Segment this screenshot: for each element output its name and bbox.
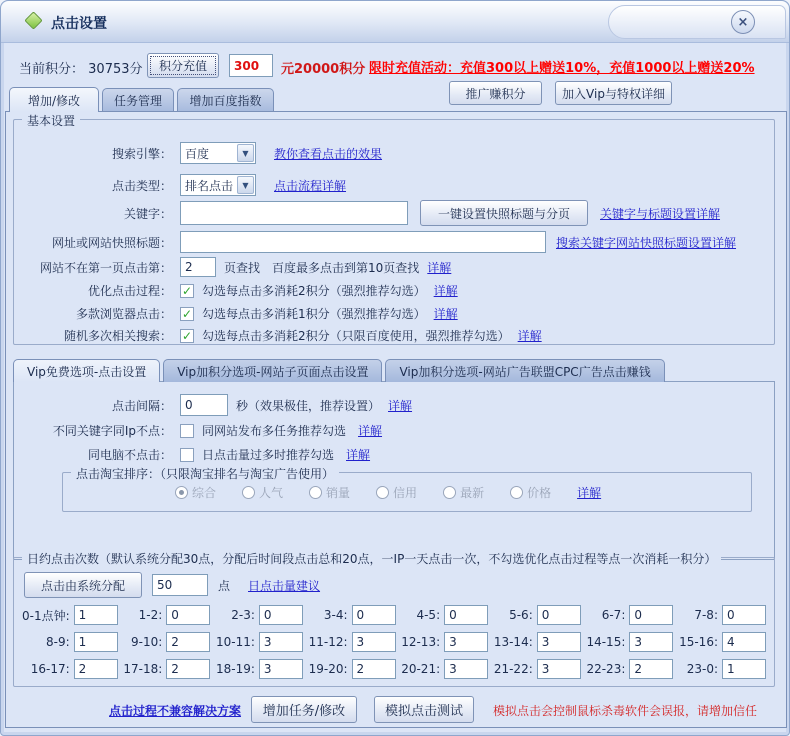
titlebar-swoosh <box>608 5 786 39</box>
time-slot-input[interactable] <box>444 605 488 625</box>
keyword-input[interactable] <box>180 201 408 225</box>
interval-row <box>20 394 768 416</box>
search-engine-value: 百度 <box>185 146 210 161</box>
time-slot-input[interactable] <box>444 659 488 679</box>
window-title: 点击设置 <box>51 16 107 32</box>
time-slot-label: 7-8: <box>694 608 718 622</box>
chevron-down-icon[interactable]: ▼ <box>237 176 254 194</box>
same-pc-row <box>20 446 768 463</box>
recharge-amount-input[interactable] <box>229 54 273 77</box>
radio-icon[interactable] <box>309 486 322 499</box>
vip-tab-subpage[interactable]: Vip加积分选项-网站子页面点击设置 <box>163 359 382 382</box>
vip-tab-cpc[interactable]: Vip加积分选项-网站广告联盟CPC广告点击赚钱 <box>385 359 664 382</box>
taobao-sort-option[interactable] <box>510 484 551 501</box>
time-slot-label: 15-16: <box>679 635 718 649</box>
taobao-sort-option[interactable] <box>242 484 283 501</box>
time-slot-input[interactable] <box>74 659 118 679</box>
tab-add-modify[interactable]: 增加/修改 <box>9 87 99 112</box>
search-engine-label: 搜索引擎： <box>111 146 172 161</box>
daily-clicks-legend: 日约点击次数（默认系统分配30点，分配后时间段点击总和20点，一IP一天点击一次，不勾选优化点击过程等点一次消耗一积分） <box>22 550 721 567</box>
time-slot-cell <box>396 631 489 653</box>
keyword-label: 关键字： <box>123 206 172 221</box>
time-slot-input[interactable] <box>74 632 118 652</box>
time-slot-input[interactable] <box>259 632 303 652</box>
points-label: 当前积分： <box>19 62 85 77</box>
time-slot-cell <box>396 604 489 626</box>
time-slot-label: 5-6: <box>509 608 533 622</box>
interval-label: 点击间隔： <box>111 398 172 413</box>
time-slot-label: 2-3: <box>231 608 255 622</box>
page-unit-text: 页查找 <box>224 260 261 275</box>
interval-detail-link[interactable]: 详解 <box>388 398 413 413</box>
time-slot-input[interactable] <box>259 659 303 679</box>
daily-total-input[interactable] <box>152 574 208 596</box>
current-points <box>19 58 143 77</box>
page-search-label: 网站不在第一页点击第： <box>39 260 172 275</box>
taobao-sort-option-label: 最新 <box>460 485 485 500</box>
view-effect-link[interactable]: 教你查看点击的效果 <box>274 146 383 161</box>
taobao-sort-option-label: 销量 <box>326 485 351 500</box>
vip-settings-panel <box>13 381 775 560</box>
time-slot-label: 9-10: <box>130 635 163 649</box>
vip-tabbar <box>13 359 665 382</box>
time-slot-cell <box>303 631 396 653</box>
browser-checkbox[interactable]: ✓ <box>181 306 193 321</box>
url-input[interactable] <box>180 231 546 253</box>
taobao-sort-legend: 点击淘宝排序：（只限淘宝排名与淘宝广告使用） <box>71 465 339 482</box>
interval-text: 秒（效果极佳，推荐设置） <box>236 398 381 413</box>
time-slot-label: 13-14: <box>493 635 533 649</box>
time-slot-cell <box>210 604 303 626</box>
time-slot-cell <box>210 631 303 653</box>
time-slot-input[interactable] <box>722 659 766 679</box>
taobao-sort-option[interactable] <box>443 484 484 501</box>
time-slot-cell <box>22 658 118 680</box>
taobao-sort-option[interactable] <box>309 484 350 501</box>
time-slot-input[interactable] <box>166 632 210 652</box>
time-slot-input[interactable] <box>352 605 396 625</box>
time-slot-label: 10-11: <box>215 635 255 649</box>
url-label: 网址或网站快照标题： <box>51 235 172 250</box>
time-slot-cell <box>673 658 766 680</box>
page-hint-text: 百度最多点击到第10页查找 <box>272 260 420 275</box>
time-slot-input[interactable] <box>444 632 488 652</box>
daily-suggest-link[interactable]: 日点击量建议 <box>248 578 321 593</box>
keyword-title-link[interactable]: 关键字与标题设置详解 <box>600 206 721 221</box>
same-pc-text: 日点击量过多时推荐勾选 <box>202 448 335 462</box>
browser-row <box>20 305 768 322</box>
time-slot-input[interactable] <box>629 605 673 625</box>
time-slot-label: 19-20: <box>308 662 348 676</box>
same-pc-label: 同电脑不点击： <box>87 448 172 462</box>
time-slot-label: 4-5: <box>416 608 441 622</box>
same-ip-row <box>20 422 768 439</box>
keyword-row <box>20 200 768 226</box>
time-slot-label: 14-15: <box>586 635 626 649</box>
time-slot-label: 23-0: <box>686 662 718 676</box>
time-slot-input[interactable] <box>352 659 396 679</box>
tab-baidu-index[interactable]: 增加百度指数 <box>177 88 274 111</box>
basic-settings-group <box>13 114 775 345</box>
click-type-row <box>20 174 768 196</box>
time-slot-label: 18-19: <box>215 662 255 676</box>
time-slot-label: 12-13: <box>401 635 441 649</box>
time-slot-cell <box>396 658 489 680</box>
time-slot-cell <box>673 604 766 626</box>
time-slot-input[interactable] <box>537 659 581 679</box>
close-button[interactable]: × <box>731 10 755 34</box>
system-assign-button[interactable]: 点击由系统分配 <box>24 572 142 598</box>
time-slot-cell <box>488 658 581 680</box>
radio-icon[interactable] <box>242 486 255 499</box>
taobao-sort-option-label: 价格 <box>527 485 552 500</box>
add-task-button[interactable]: 增加任务/修改 <box>251 696 357 723</box>
optimize-text: 勾选每点击多消耗2积分（强烈推荐勾选） <box>202 284 426 298</box>
time-slot-input[interactable] <box>629 659 673 679</box>
compat-solution-link[interactable]: 点击过程不兼容解决方案 <box>109 704 242 718</box>
join-vip-button[interactable]: 加入Vip与特权详细 <box>555 81 672 105</box>
time-slot-cell <box>22 604 118 626</box>
taobao-sort-row <box>175 473 601 511</box>
time-slot-input[interactable] <box>74 605 118 625</box>
click-type-label: 点击类型： <box>111 178 172 193</box>
app-icon <box>24 11 42 29</box>
time-slot-cell <box>210 658 303 680</box>
time-slot-input[interactable] <box>722 605 766 625</box>
time-slot-cell <box>118 604 211 626</box>
earn-points-button[interactable]: 推广赚积分 <box>449 81 542 105</box>
optimize-row <box>20 282 768 299</box>
random-search-checkbox[interactable]: ✓ <box>181 328 193 343</box>
time-slot-cell <box>581 631 674 653</box>
page-number-input[interactable] <box>180 257 216 277</box>
exchange-rate-text: 元20000积分 <box>281 62 366 77</box>
radio-icon[interactable] <box>376 486 389 499</box>
url-snapshot-link[interactable]: 搜索关键字网站快照标题设置详解 <box>556 235 737 250</box>
click-type-value: 排名点击 <box>185 178 234 193</box>
search-engine-select[interactable] <box>180 142 256 164</box>
random-search-text: 勾选每点击多消耗2积分（只限百度使用，强烈推荐勾选） <box>202 329 510 343</box>
simulate-click-button[interactable]: 模拟点击测试 <box>374 696 474 723</box>
optimize-checkbox[interactable]: ✓ <box>181 283 193 298</box>
click-type-select[interactable] <box>180 174 256 196</box>
time-slot-cell <box>118 658 211 680</box>
time-slot-label: 8-9: <box>46 635 70 649</box>
recharge-button[interactable]: 积分充值 <box>147 53 219 78</box>
taobao-sort-option-label: 人气 <box>259 485 284 500</box>
time-slot-label: 22-23: <box>586 662 626 676</box>
time-slot-cell <box>303 658 396 680</box>
time-slot-input[interactable] <box>722 632 766 652</box>
optimize-label: 优化点击过程： <box>87 284 172 298</box>
time-slot-label: 11-12: <box>308 635 348 649</box>
time-slot-label: 17-18: <box>123 662 163 676</box>
time-slot-input[interactable] <box>166 605 210 625</box>
time-slot-cell <box>581 658 674 680</box>
time-slot-label: 16-17: <box>30 662 70 676</box>
chevron-down-icon[interactable]: ▼ <box>237 144 254 162</box>
taobao-sort-option[interactable] <box>175 484 216 501</box>
vip-tab-free-click[interactable]: Vip免费选项-点击设置 <box>13 359 160 382</box>
basic-settings-legend: 基本设置 <box>22 112 80 129</box>
time-slot-label: 6-7: <box>601 608 626 622</box>
radio-icon[interactable] <box>175 486 188 499</box>
same-pc-detail-link[interactable]: 详解 <box>346 448 371 462</box>
time-slot-cell <box>22 631 118 653</box>
time-slot-cell <box>581 604 674 626</box>
warning-text: 模拟点击会控制鼠标杀毒软件会误报，请增加信任 <box>493 704 758 718</box>
browser-detail-link[interactable]: 详解 <box>433 307 458 321</box>
same-ip-detail-link[interactable]: 详解 <box>358 424 383 438</box>
time-slot-input[interactable] <box>537 605 581 625</box>
same-pc-checkbox[interactable] <box>180 448 194 462</box>
time-slot-cell <box>118 631 211 653</box>
url-row <box>20 231 768 253</box>
browser-label: 多款浏览器点击： <box>75 307 172 321</box>
time-slot-label: 20-21: <box>401 662 441 676</box>
search-engine-row <box>20 142 768 164</box>
same-ip-label: 不同关键字同Ip不点： <box>52 424 172 438</box>
random-search-detail-link[interactable]: 详解 <box>517 329 542 343</box>
snapshot-setup-button[interactable]: 一键设置快照标题与分页 <box>420 200 588 226</box>
daily-clicks-group <box>13 552 775 687</box>
taobao-detail-link[interactable]: 详解 <box>577 485 602 500</box>
promo-banner: 限时充值活动：充值300以上赠送10%，充值1000以上赠送20% <box>369 61 755 76</box>
page-search-row <box>20 257 768 277</box>
taobao-radio-group <box>175 484 551 501</box>
radio-icon[interactable] <box>510 486 523 499</box>
taobao-sort-group <box>62 467 752 512</box>
taobao-sort-option-label: 综合 <box>192 485 217 500</box>
system-assign-row <box>24 572 768 598</box>
time-slot-input[interactable] <box>352 632 396 652</box>
same-ip-checkbox[interactable] <box>180 424 194 438</box>
taobao-sort-option-label: 信用 <box>393 485 418 500</box>
taobao-sort-option[interactable] <box>376 484 417 501</box>
time-slot-label: 3-4: <box>323 608 348 622</box>
time-slot-cell <box>673 631 766 653</box>
time-slot-input[interactable] <box>259 605 303 625</box>
time-slot-input[interactable] <box>166 659 210 679</box>
time-slot-cell <box>303 604 396 626</box>
interval-input[interactable] <box>180 394 228 416</box>
optimize-detail-link[interactable]: 详解 <box>433 284 458 298</box>
points-value: 30753分 <box>88 62 143 77</box>
browser-text: 勾选每点击多消耗1积分（强烈推荐勾选） <box>202 307 426 321</box>
random-search-row <box>20 327 768 344</box>
time-slot-label: 1-2: <box>138 608 163 622</box>
time-slot-label: 21-22: <box>493 662 533 676</box>
time-slot-grid <box>22 604 766 680</box>
time-slot-cell <box>488 604 581 626</box>
time-slot-label: 0-1点钟: <box>22 608 70 623</box>
tab-task-manage[interactable]: 任务管理 <box>102 88 174 111</box>
click-flow-link[interactable]: 点击流程详解 <box>274 178 347 193</box>
time-slot-input[interactable] <box>629 632 673 652</box>
random-search-label: 随机多次相关搜索： <box>63 329 172 343</box>
time-slot-cell <box>488 631 581 653</box>
time-slot-input[interactable] <box>537 632 581 652</box>
same-ip-text: 同网站发布多任务推荐勾选 <box>202 424 347 438</box>
page-detail-link[interactable]: 详解 <box>427 260 452 275</box>
daily-unit-text: 点 <box>218 578 231 593</box>
titlebar <box>1 1 789 43</box>
radio-icon[interactable] <box>443 486 456 499</box>
